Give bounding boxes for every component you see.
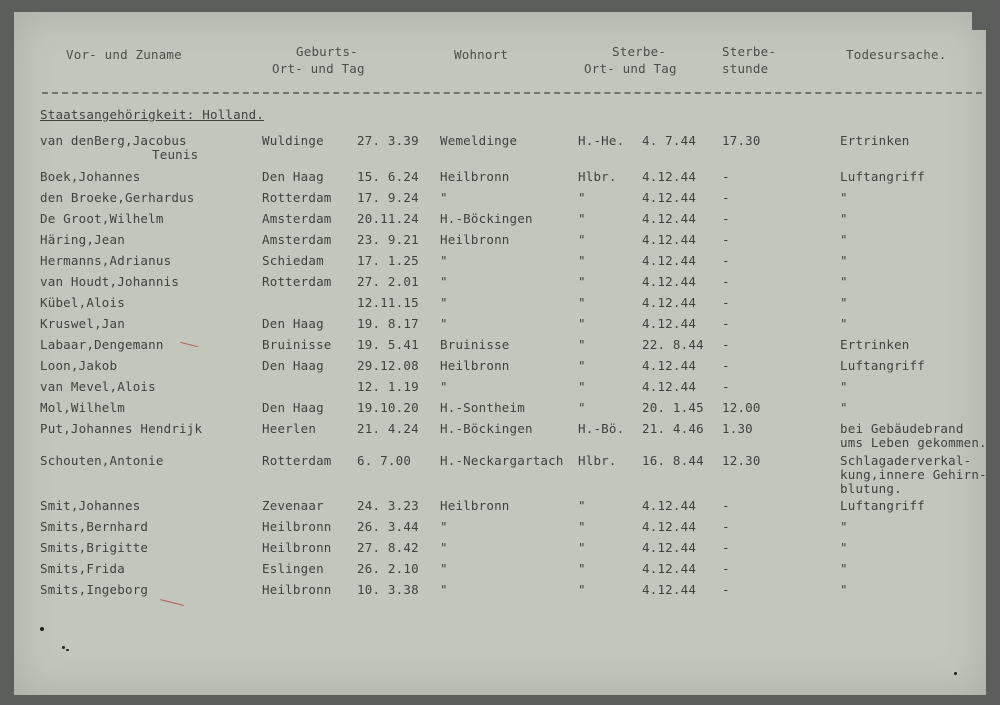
cell-name: Labaar,Dengemann [40,337,164,352]
cell-cause: Ertrinken [840,133,910,148]
cell-deathdate: 4. 7.44 [642,133,697,148]
cell-hour: - [722,295,730,310]
cell-cause: " [840,232,848,247]
cell-birthplace: Rotterdam [262,274,332,289]
cell-deathdate: 4.12.44 [642,582,697,597]
cell-cause: " [840,316,848,331]
cell-deathplace: " [578,232,586,247]
cell-deathdate: 22. 8.44 [642,337,704,352]
cell-residence: " [440,561,448,576]
document-page [14,12,986,695]
cell-name-line2: Teunis [152,147,199,162]
cell-residence: Heilbronn [440,169,510,184]
cell-birthplace: Heilbronn [262,540,332,555]
cell-hour: - [722,540,730,555]
cell-deathplace: Hlbr. [578,169,617,184]
cell-deathdate: 20. 1.45 [642,400,704,415]
cell-residence: " [440,316,448,331]
cell-birthplace: Den Haag [262,358,324,373]
cell-deathdate: 4.12.44 [642,295,697,310]
torn-corner [972,12,986,30]
cell-birthdate: 20.11.24 [357,211,419,226]
cell-name: den Broeke,Gerhardus [40,190,195,205]
cell-residence: Heilbronn [440,358,510,373]
cell-residence: " [440,274,448,289]
cell-birthdate: 26. 2.10 [357,561,419,576]
header-name: Vor- und Zuname [66,47,182,62]
cell-residence: H.-Sontheim [440,400,525,415]
cell-residence: " [440,295,448,310]
cell-residence: H.-Böckingen [440,211,533,226]
cell-hour: - [722,316,730,331]
cell-residence: " [440,253,448,268]
cell-cause: " [840,295,848,310]
cell-hour: - [722,358,730,373]
cell-deathdate: 4.12.44 [642,519,697,534]
cell-deathplace: " [578,295,586,310]
cell-deathdate: 4.12.44 [642,211,697,226]
cell-birthplace: Amsterdam [262,232,332,247]
cell-deathplace: Hlbr. [578,453,617,468]
cell-hour: - [722,561,730,576]
cell-name: Häring,Jean [40,232,125,247]
cell-cause: Ertrinken [840,337,910,352]
cell-residence: " [440,190,448,205]
header-hour-line1: Sterbe- [722,44,777,59]
cell-birthplace: Zevenaar [262,498,324,513]
cell-hour: 1.30 [722,421,753,436]
cell-deathplace: " [578,358,586,373]
cell-residence: Heilbronn [440,232,510,247]
cell-birthdate: 15. 6.24 [357,169,419,184]
cell-cause-line2: ums Leben gekommen. [840,435,987,450]
cell-cause: " [840,582,848,597]
cell-residence: H.-Böckingen [440,421,533,436]
cell-deathplace: " [578,316,586,331]
cell-birthdate: 21. 4.24 [357,421,419,436]
cell-deathplace: " [578,561,586,576]
cell-name: Smits,Frida [40,561,125,576]
cell-residence: Bruinisse [440,337,510,352]
cell-name: Schouten,Antonie [40,453,164,468]
cell-deathplace: H.-Bö. [578,421,625,436]
cell-name: Hermanns,Adrianus [40,253,172,268]
cell-hour: - [722,211,730,226]
cell-birthplace: Rotterdam [262,453,332,468]
cell-hour: - [722,274,730,289]
cell-deathplace: " [578,211,586,226]
cell-deathdate: 4.12.44 [642,561,697,576]
cell-birthdate: 26. 3.44 [357,519,419,534]
cell-birthdate: 17. 9.24 [357,190,419,205]
cell-residence: " [440,540,448,555]
cell-residence: " [440,379,448,394]
ink-speck [40,627,44,631]
cell-hour: - [722,519,730,534]
cell-deathdate: 4.12.44 [642,379,697,394]
cell-deathplace: " [578,582,586,597]
cell-name: Boek,Johannes [40,169,141,184]
header-residence: Wohnort [454,47,509,62]
cell-birthdate: 19. 5.41 [357,337,419,352]
cell-birthplace: Bruinisse [262,337,332,352]
cell-name: Kübel,Alois [40,295,125,310]
cell-birthdate: 27. 8.42 [357,540,419,555]
cell-name: Loon,Jakob [40,358,118,373]
cell-residence: Wemeldinge [440,133,518,148]
cell-name: Smits,Bernhard [40,519,149,534]
cell-deathdate: 21. 4.46 [642,421,704,436]
cell-deathdate: 4.12.44 [642,274,697,289]
cell-hour: - [722,232,730,247]
cell-name: van Mevel,Alois [40,379,156,394]
cell-name: Mol,Wilhelm [40,400,125,415]
cell-deathdate: 4.12.44 [642,316,697,331]
section-title: Staatsangehörigkeit: Holland. [40,107,265,122]
cell-cause-line3: blutung. [840,481,902,496]
cell-deathplace: " [578,337,586,352]
cell-residence: " [440,582,448,597]
cell-birthplace: Amsterdam [262,211,332,226]
cell-birthdate: 19. 8.17 [357,316,419,331]
cell-birthplace: Rotterdam [262,190,332,205]
pencil-mark [180,342,198,347]
cell-birthplace: Heerlen [262,421,317,436]
cell-deathdate: 4.12.44 [642,253,697,268]
cell-residence: H.-Neckargartach [440,453,564,468]
cell-birthplace: Schiedam [262,253,324,268]
cell-birthdate: 23. 9.21 [357,232,419,247]
cell-deathplace: " [578,540,586,555]
cell-cause: " [840,190,848,205]
cell-hour: - [722,253,730,268]
cell-hour: 12.30 [722,453,761,468]
cell-deathdate: 4.12.44 [642,358,697,373]
cell-cause: " [840,561,848,576]
cell-cause: Luftangriff [840,169,925,184]
cell-residence: Heilbronn [440,498,510,513]
cell-cause-line2: kung,innere Gehirn- [840,467,987,482]
header-birth-line2: Ort- und Tag [272,61,365,76]
header-hour-line2: stunde [722,61,769,76]
cell-birthplace: Wuldinge [262,133,324,148]
cell-hour: 17.30 [722,133,761,148]
cell-deathplace: " [578,400,586,415]
cell-name: van denBerg,Jacobus [40,133,187,148]
cell-deathdate: 4.12.44 [642,190,697,205]
cell-residence: " [440,519,448,534]
cell-cause: " [840,253,848,268]
cell-name: van Houdt,Johannis [40,274,180,289]
cell-deathdate: 4.12.44 [642,498,697,513]
cell-deathplace: " [578,519,586,534]
cell-birthplace: Eslingen [262,561,324,576]
cell-cause: bei Gebäudebrand [840,421,964,436]
header-cause: Todesursache. [846,47,947,62]
cell-hour: 12.00 [722,400,761,415]
cell-birthdate: 29.12.08 [357,358,419,373]
cell-name: Smit,Johannes [40,498,141,513]
cell-name: Smits,Brigitte [40,540,149,555]
cell-name: Put,Johannes Hendrijk [40,421,203,436]
cell-birthplace: Den Haag [262,400,324,415]
cell-birthdate: 10. 3.38 [357,582,419,597]
cell-deathdate: 4.12.44 [642,540,697,555]
header-death-line1: Sterbe- [612,44,667,59]
cell-birthdate: 12. 1.19 [357,379,419,394]
cell-deathplace: " [578,498,586,513]
ink-speck [66,649,69,651]
header-birth-line1: Geburts- [296,44,358,59]
cell-birthplace: Heilbronn [262,519,332,534]
cell-birthdate: 27. 2.01 [357,274,419,289]
cell-birthdate: 17. 1.25 [357,253,419,268]
cell-deathdate: 4.12.44 [642,232,697,247]
cell-deathplace: H.-He. [578,133,625,148]
cell-birthdate: 19.10.20 [357,400,419,415]
cell-deathplace: " [578,253,586,268]
cell-cause: " [840,400,848,415]
cell-birthdate: 24. 3.23 [357,498,419,513]
cell-hour: - [722,379,730,394]
header-rule [42,92,982,94]
cell-cause: Schlagaderverkal- [840,453,972,468]
cell-hour: - [722,582,730,597]
header-death-line2: Ort- und Tag [584,61,677,76]
cell-hour: - [722,169,730,184]
ink-speck [62,646,65,649]
cell-deathdate: 4.12.44 [642,169,697,184]
cell-cause: Luftangriff [840,358,925,373]
ink-speck [954,672,957,675]
pencil-mark [160,599,184,606]
cell-hour: - [722,498,730,513]
cell-cause: " [840,519,848,534]
cell-cause: " [840,274,848,289]
cell-deathplace: " [578,379,586,394]
cell-deathdate: 16. 8.44 [642,453,704,468]
cell-name: Smits,Ingeborg [40,582,149,597]
cell-birthdate: 27. 3.39 [357,133,419,148]
cell-cause: " [840,211,848,226]
cell-cause: Luftangriff [840,498,925,513]
cell-birthplace: Den Haag [262,316,324,331]
cell-deathplace: " [578,190,586,205]
cell-cause: " [840,540,848,555]
cell-cause: " [840,379,848,394]
cell-name: Kruswel,Jan [40,316,125,331]
cell-birthplace: Den Haag [262,169,324,184]
cell-birthdate: 6. 7.00 [357,453,412,468]
cell-name: De Groot,Wilhelm [40,211,164,226]
cell-deathplace: " [578,274,586,289]
cell-birthdate: 12.11.15 [357,295,419,310]
cell-hour: - [722,190,730,205]
cell-hour: - [722,337,730,352]
cell-birthplace: Heilbronn [262,582,332,597]
